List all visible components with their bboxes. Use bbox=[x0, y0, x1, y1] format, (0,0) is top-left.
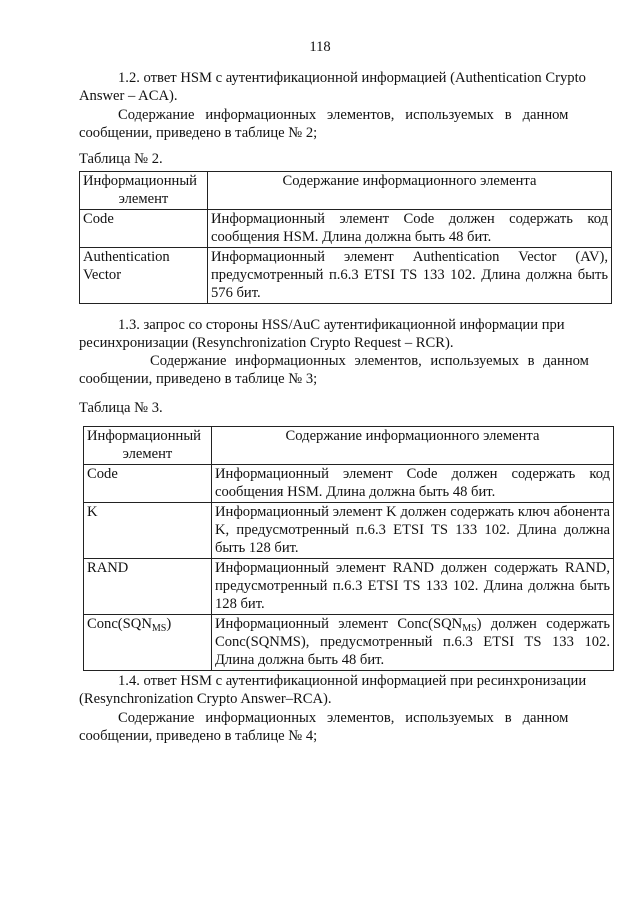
table-3-cell-content: Информационный элемент Code должен содержать код сообщения HSM. Длина должна быть 48 бит. bbox=[211, 465, 613, 503]
table-2-header-row bbox=[80, 172, 612, 210]
table-row bbox=[84, 503, 614, 559]
page-number: 118 bbox=[309, 39, 331, 55]
section-1-3-heading-line1: 1.3. запрос со стороны HSS/AuC аутентификационной информации при bbox=[118, 317, 565, 333]
table-row bbox=[80, 210, 612, 248]
table-3-cell-name: RAND bbox=[84, 559, 212, 615]
table-3-caption: Таблица № 3. bbox=[79, 400, 163, 416]
table-2-caption: Таблица № 2. bbox=[79, 151, 163, 167]
table-2-cell-name: Authentication Vector bbox=[80, 248, 208, 304]
table-3-header-col1: Информационный элемент bbox=[84, 427, 212, 465]
section-1-2-heading-line1: 1.2. ответ HSM с аутентификационной информацией (Authentication Crypto bbox=[118, 70, 586, 86]
table-3-cell-content: Информационный элемент RAND должен содержать RAND, предусмотренный п.6.3 ETSI TS 133 102. Длина должна быть 128 бит. bbox=[211, 559, 613, 615]
table-3 bbox=[83, 426, 614, 671]
section-1-3-content-line1: Содержание информационных элементов, используемых в данном bbox=[150, 353, 589, 369]
section-1-2-content-line2: сообщении, приведено в таблице № 2; bbox=[79, 125, 318, 141]
table-3-cell-name: K bbox=[84, 503, 212, 559]
section-1-3-heading-line2: ресинхронизации (Resynchronization Crypto Request – RCR). bbox=[79, 335, 454, 351]
section-1-2-content-line1: Содержание информационных элементов, используемых в данном bbox=[118, 107, 569, 123]
table-row bbox=[84, 465, 614, 503]
section-1-4-content-line1: Содержание информационных элементов, используемых в данном bbox=[118, 710, 569, 726]
section-1-4-heading-line1: 1.4. ответ HSM с аутентификационной информацией при ресинхронизации bbox=[118, 673, 587, 689]
table-3-cell-content: Информационный элемент $Conc(SQN_{MS})$ должен содержать Conc(SQNMS), предусмотренный п.6.3 ETSI TS 133 102. Длина должна быть 48 бит. bbox=[211, 615, 613, 671]
table-2-cell-name: Code bbox=[80, 210, 208, 248]
table-3-cell-content: Информационный элемент K должен содержать ключ абонента K, предусмотренный п.6.3 ETSI TS 133 102. Длина должна быть 128 бит. bbox=[211, 503, 613, 559]
table-3-header-row bbox=[84, 427, 614, 465]
table-row bbox=[80, 248, 612, 304]
table-2-header-col1: Информационный элемент bbox=[80, 172, 208, 210]
section-1-3-content-line2: сообщении, приведено в таблице № 3; bbox=[79, 371, 318, 387]
table-3-cell-name: $Conc(SQN_{MS})$ bbox=[84, 615, 212, 671]
section-1-2-heading-line2: Answer – ACA). bbox=[79, 88, 178, 104]
table-3-cell-name: Code bbox=[84, 465, 212, 503]
section-1-4-content-line2: сообщении, приведено в таблице № 4; bbox=[79, 728, 318, 744]
table-row bbox=[84, 559, 614, 615]
section-1-4-heading-line2: (Resynchronization Crypto Answer–RCA). bbox=[79, 691, 332, 707]
table-2-cell-content: Информационный элемент Code должен содержать код сообщения HSM. Длина должна быть 48 бит. bbox=[207, 210, 611, 248]
table-2 bbox=[79, 171, 612, 304]
table-2-cell-content: Информационный элемент Authentication Vector (AV), предусмотренный п.6.3 ETSI TS 133 102. Длина должна быть 576 бит. bbox=[207, 248, 611, 304]
table-row bbox=[84, 615, 614, 671]
table-2-header-col2: Содержание информационного элемента bbox=[207, 172, 611, 210]
table-3-header-col2: Содержание информационного элемента bbox=[211, 427, 613, 465]
